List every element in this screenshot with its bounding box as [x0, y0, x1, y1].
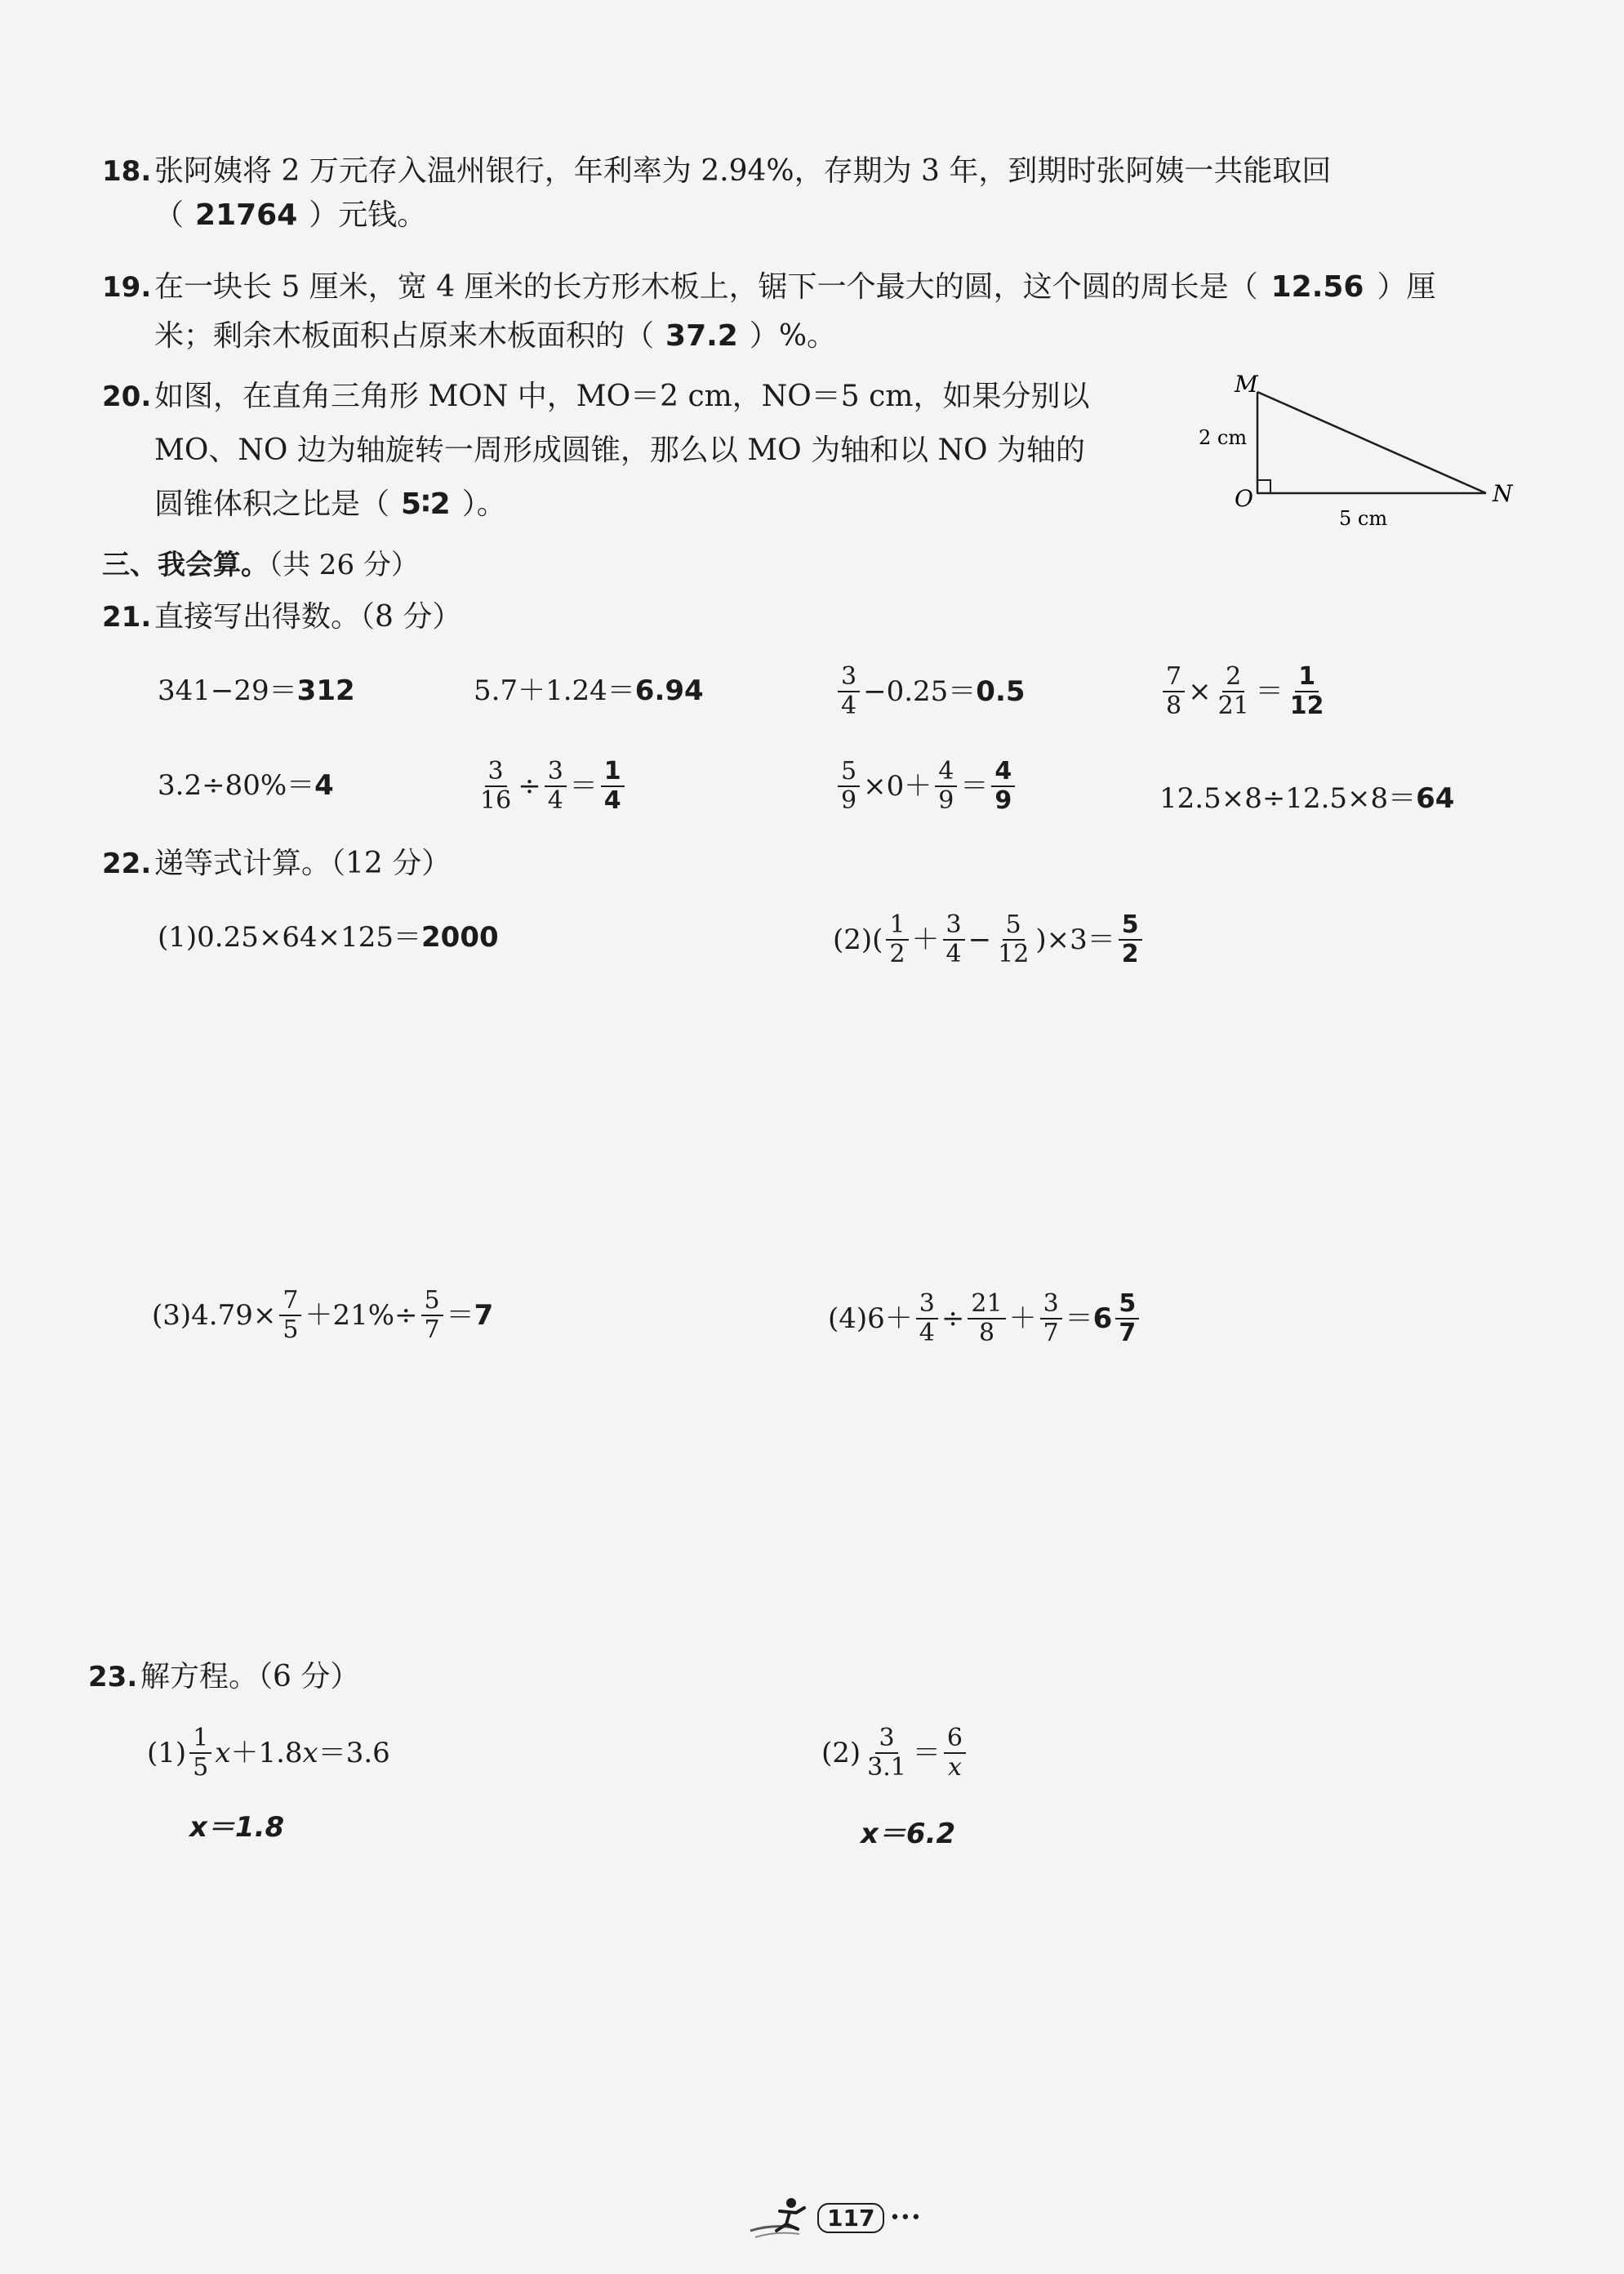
q23-number: 23.: [88, 1661, 138, 1693]
fraction: [916, 1290, 938, 1347]
q23-eq1-answer: x＝1.8: [189, 1811, 285, 1844]
denominator: 4: [547, 786, 563, 815]
q23-heading: [88, 1658, 359, 1697]
q22-number: 22.: [102, 848, 152, 880]
answer-whole: 6: [1092, 1302, 1113, 1335]
q19-text2: 米；剩余木板面积占原来木板面积的（: [154, 319, 655, 353]
denominator: 7: [1043, 1319, 1059, 1347]
fraction: [944, 1724, 966, 1782]
right-angle-mark: [1257, 480, 1270, 493]
expr: (2): [821, 1737, 861, 1769]
expr: 3.2÷80%＝: [158, 769, 315, 802]
q22-part2: [833, 911, 1146, 968]
section3-title: 三、我会算。: [102, 549, 269, 581]
equals: ＝: [960, 770, 989, 803]
answer-fraction: [991, 758, 1015, 815]
q19-text1: 在一块长 5 厘米，宽 4 厘米的长方形木板上，锯下一个最大的圆，这个圆的周长是（: [154, 270, 1258, 304]
q20-answer: 5∶2: [401, 487, 451, 521]
numerator: 1: [1295, 663, 1319, 692]
denominator: 7: [1119, 1319, 1137, 1347]
numerator: 21: [968, 1290, 1005, 1319]
fraction: [943, 911, 965, 968]
q21-heading: [102, 598, 461, 637]
q19-number: 19.: [102, 271, 152, 304]
fraction: [968, 1290, 1005, 1347]
q23-title: 解方程。（6 分）: [140, 1660, 360, 1693]
answer: 2000: [421, 921, 499, 954]
expr: (2)(: [833, 923, 883, 956]
expr: ＋21%÷: [305, 1299, 418, 1332]
label-o: O: [1235, 485, 1253, 512]
equals: ＝: [446, 1299, 474, 1332]
numerator: 3: [838, 663, 860, 692]
numerator: 3: [485, 758, 507, 787]
answer: 7: [474, 1299, 494, 1332]
q20-text2: MO、NO 边为轴旋转一周形成圆锥，那么以 MO 为轴和以 NO 为轴的: [154, 434, 1085, 467]
expr: 5.7＋1.24＝: [474, 674, 635, 707]
denominator: 5: [193, 1753, 209, 1782]
q18-close: ）元钱。: [309, 198, 427, 232]
fraction: [545, 758, 567, 815]
fraction: [935, 758, 957, 815]
denominator: 4: [919, 1319, 935, 1347]
expr: (1): [147, 1737, 187, 1769]
numerator: 5: [1003, 911, 1025, 941]
answer-fraction: [1119, 911, 1142, 968]
expr: −0.25＝: [863, 675, 977, 708]
q18-answer: 21764: [195, 198, 298, 232]
q19-line1: [102, 268, 1435, 307]
denominator: 8: [978, 1319, 995, 1347]
q20-line2: [154, 431, 1085, 470]
fraction: [189, 1724, 211, 1782]
denominator: 7: [424, 1315, 440, 1344]
q21-r2c3: [834, 758, 1018, 815]
numerator: 4: [991, 758, 1015, 787]
numerator: 7: [279, 1287, 301, 1316]
q21-r2c1: [158, 769, 334, 802]
operator: −: [968, 923, 992, 956]
numerator: 5: [421, 1287, 443, 1316]
fraction: [838, 758, 860, 815]
label-no-length: 5 cm: [1339, 507, 1388, 530]
fraction: [1215, 663, 1252, 720]
q19-answer1: 12.56: [1270, 270, 1364, 304]
q21-number: 21.: [102, 601, 152, 634]
fraction: [279, 1287, 301, 1344]
q20-line1: [102, 377, 1089, 416]
numerator: 3: [545, 758, 567, 787]
expr: ×0＋: [863, 770, 932, 803]
q22-part1: [158, 921, 499, 954]
equals: ＝: [569, 770, 598, 803]
denominator: 4: [945, 940, 962, 968]
section3-heading: [102, 542, 419, 582]
q23-eq1: [147, 1724, 390, 1782]
q20-text1: 如图，在直角三角形 MON 中，MO＝2 cm，NO＝5 cm，如果分别以: [154, 380, 1090, 413]
expr: ＋1.8: [230, 1737, 303, 1769]
page-footer: [747, 2195, 921, 2241]
q18-line2: [154, 196, 426, 235]
answer: 4: [314, 769, 334, 802]
numerator: 4: [935, 758, 957, 787]
fraction: [477, 758, 514, 815]
denominator: 3.1: [867, 1753, 906, 1782]
q21-title: 直接写出得数。（8 分）: [154, 600, 462, 634]
expr: (4)6＋: [828, 1302, 913, 1335]
answer: 312: [296, 674, 355, 707]
q18-line1: [102, 152, 1331, 191]
denominator: 9: [841, 786, 857, 815]
q20-number: 20.: [102, 380, 152, 413]
fraction: [838, 663, 860, 720]
numerator: 6: [944, 1724, 966, 1754]
q21-r2c4: [1159, 782, 1454, 815]
answer: 6.94: [634, 674, 704, 707]
fraction: [1040, 1290, 1062, 1347]
denominator: 12: [1289, 692, 1324, 720]
q23-eq2-answer: x＝6.2: [861, 1818, 956, 1850]
denominator: 21: [1217, 692, 1249, 720]
denominator: 16: [480, 786, 512, 815]
numerator: 1: [189, 1724, 211, 1754]
numerator: 1: [601, 758, 625, 787]
q21-r1c4: [1159, 663, 1331, 720]
q20-text3: 圆锥体积之比是（: [154, 487, 390, 521]
numerator: 5: [838, 758, 860, 787]
denominator: 5: [283, 1315, 299, 1344]
numerator: 1: [886, 911, 908, 941]
operator: ÷: [941, 1302, 965, 1335]
expr: ＝3.6: [318, 1737, 390, 1769]
expr: (1)0.25×64×125＝: [158, 921, 421, 954]
q22-title: 递等式计算。（12 分）: [154, 847, 452, 880]
numerator: 5: [1115, 1290, 1139, 1319]
operator: ×: [1188, 675, 1212, 708]
q20-text3-end: ）。: [461, 487, 506, 521]
q20-line3: [154, 485, 506, 524]
fraction: [1163, 663, 1185, 720]
page-number: 117: [817, 2203, 884, 2233]
q21-r1c3: [834, 663, 1026, 720]
label-m: M: [1235, 371, 1258, 398]
side-mn: [1257, 392, 1486, 493]
operator: ＋: [911, 923, 940, 956]
fraction: [994, 911, 1032, 968]
numerator: 3: [916, 1290, 938, 1319]
numerator: 3: [875, 1724, 897, 1754]
denominator: 4: [841, 692, 857, 720]
triangle-figure: [1176, 367, 1535, 539]
label-mo-length: 2 cm: [1199, 426, 1248, 449]
q23-eq2: [821, 1724, 969, 1782]
denominator: 4: [603, 786, 621, 815]
runner-logo-icon: [747, 2195, 812, 2241]
q18-open: （: [154, 198, 185, 232]
denominator: 9: [938, 786, 954, 815]
q19-line2: [154, 317, 836, 356]
numerator: 5: [1119, 911, 1142, 941]
equals: ＝: [912, 1737, 941, 1769]
answer-fraction: [1115, 1290, 1139, 1347]
numerator: 3: [943, 911, 965, 941]
q21-r1c2: [474, 674, 704, 707]
answer-fraction: [601, 758, 625, 815]
footer-dots: •••: [889, 2207, 922, 2228]
variable: x: [302, 1737, 318, 1769]
numerator: 7: [1163, 663, 1185, 692]
denominator: 8: [1166, 692, 1182, 720]
q19-text1-end: ）厘: [1377, 270, 1436, 304]
expr: (3)4.79×: [152, 1299, 277, 1332]
denominator: 9: [994, 786, 1012, 815]
denominator: 12: [998, 940, 1030, 968]
numerator: 2: [1222, 663, 1244, 692]
variable: x: [215, 1737, 231, 1769]
q22-part3: [152, 1287, 493, 1344]
q19-answer2: 37.2: [665, 319, 738, 353]
equals: ＝: [1065, 1302, 1093, 1335]
q19-text2-end: ）%。: [749, 319, 837, 353]
fraction: [421, 1287, 443, 1344]
operator: ＋: [1008, 1302, 1037, 1335]
answer: 64: [1416, 782, 1455, 815]
label-n: N: [1493, 480, 1513, 507]
q22-heading: [102, 844, 451, 883]
q18-text: 张阿姨将 2 万元存入温州银行，年利率为 2.94%，存期为 3 年，到期时张阿姨一共能取回: [154, 154, 1332, 188]
q21-r2c2: [474, 758, 628, 815]
fraction: [886, 911, 908, 968]
answer: 0.5: [976, 675, 1026, 708]
expr: )×3＝: [1035, 923, 1115, 956]
numerator: 3: [1040, 1290, 1062, 1319]
q18-number: 18.: [102, 155, 152, 188]
denominator: 2: [889, 940, 905, 968]
section3-score: （共 26 分）: [269, 549, 419, 581]
denominator: 2: [1121, 940, 1139, 968]
operator: ÷: [518, 770, 541, 803]
q22-part4: [828, 1290, 1142, 1347]
answer-fraction: [1287, 663, 1328, 720]
equals: ＝: [1255, 675, 1284, 708]
fraction: [864, 1724, 910, 1782]
q21-r1c1: [158, 674, 355, 707]
denominator: x: [947, 1753, 962, 1782]
expr: 341−29＝: [158, 674, 297, 707]
expr: 12.5×8÷12.5×8＝: [1159, 782, 1417, 815]
